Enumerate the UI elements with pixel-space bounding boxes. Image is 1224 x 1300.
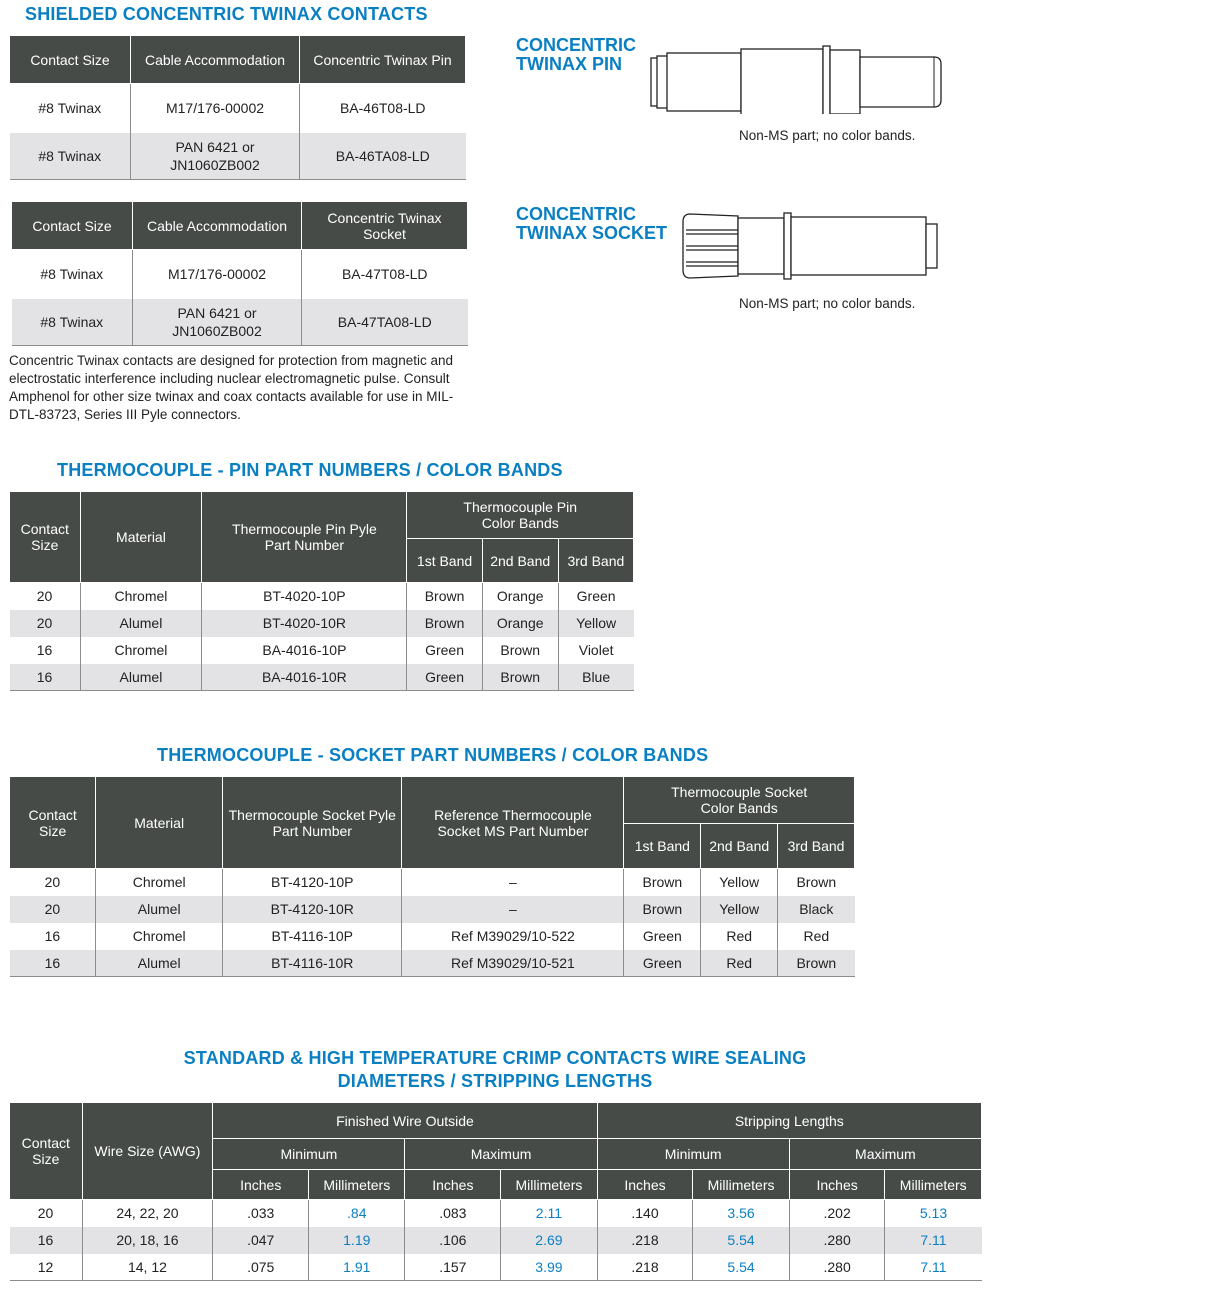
table-row bbox=[10, 637, 634, 664]
cell: Black bbox=[778, 896, 855, 923]
cell: 16 bbox=[36, 642, 53, 658]
twinax-pin-caption: Non-MS part; no color bands. bbox=[739, 128, 916, 143]
cell: BA-46T08-LD bbox=[300, 84, 466, 133]
cell: #8 Twinax bbox=[38, 100, 102, 117]
header-part-number: Thermocouple Pin Pyle Part Number bbox=[202, 492, 407, 583]
cell: Brown bbox=[407, 610, 482, 637]
cell: .280 bbox=[789, 1254, 885, 1281]
header-contact-size: Contact Size bbox=[12, 202, 133, 250]
cell: Alumel bbox=[96, 896, 223, 923]
cell: 16 bbox=[10, 664, 81, 691]
cell: BA-47TA08-LD bbox=[302, 299, 468, 346]
cell: BT-4120-10P bbox=[223, 869, 402, 896]
table-row bbox=[10, 583, 634, 610]
tc-pin-table bbox=[9, 491, 634, 691]
table-row bbox=[10, 133, 466, 180]
header-finished-wire-outside: Finished Wire Outside bbox=[213, 1103, 597, 1139]
cell: BA-47T08-LD bbox=[302, 250, 468, 299]
twinax-pin-label: CONCENTRIC TWINAX PIN bbox=[516, 35, 636, 74]
cell: Alumel bbox=[96, 950, 223, 977]
header-band-2: 2nd Band bbox=[701, 824, 778, 869]
twinax-title: SHIELDED CONCENTRIC TWINAX CONTACTS bbox=[25, 4, 428, 24]
header-cable-accommodation: Cable Accommodation bbox=[133, 202, 302, 250]
cell: BA-46TA08-LD bbox=[300, 133, 466, 180]
cell: 7.11 bbox=[885, 1227, 982, 1254]
cell: Chromel bbox=[80, 637, 202, 664]
cell: .218 bbox=[597, 1254, 693, 1281]
cell: 20 bbox=[36, 588, 53, 605]
header-cable-accommodation: Cable Accommodation bbox=[131, 36, 300, 84]
header-contact-size: Contact Size bbox=[10, 777, 96, 869]
header-minimum: Minimum bbox=[213, 1139, 405, 1170]
cell: .083 bbox=[405, 1200, 501, 1227]
cell: .075 bbox=[213, 1254, 309, 1281]
cell: #8 Twinax bbox=[40, 266, 104, 283]
cell: PAN 6421 or JN1060ZB002 bbox=[133, 299, 302, 346]
cell: BT-4120-10R bbox=[223, 896, 402, 923]
cell: Alumel bbox=[80, 664, 202, 691]
cell: 1.91 bbox=[309, 1254, 405, 1281]
header-maximum: Maximum bbox=[789, 1139, 981, 1170]
cell: Yellow bbox=[701, 896, 778, 923]
header-material: Material bbox=[96, 777, 223, 869]
cell: .84 bbox=[309, 1200, 405, 1227]
tc-socket-table bbox=[9, 776, 855, 977]
cell: Red bbox=[701, 923, 778, 950]
table-row bbox=[10, 950, 855, 977]
cell: Alumel bbox=[80, 610, 202, 637]
cell: 5.13 bbox=[885, 1200, 982, 1227]
cell: BT-4020-10P bbox=[202, 583, 407, 610]
header-band-1: 1st Band bbox=[407, 539, 482, 583]
cell: Green bbox=[624, 923, 701, 950]
cell: #8 Twinax bbox=[12, 299, 133, 346]
header-contact-size: Contact Size bbox=[10, 1103, 83, 1200]
header-inches: Inches bbox=[597, 1170, 693, 1200]
header-material: Material bbox=[80, 492, 202, 583]
cell: 2.11 bbox=[501, 1200, 597, 1227]
cell: Yellow bbox=[558, 610, 633, 637]
cell: Brown bbox=[482, 637, 558, 664]
crimp-title: STANDARD & HIGH TEMPERATURE CRIMP CONTACTS WIRE SEALING DIAMETERS / STRIPPING LENGTHS bbox=[183, 1048, 807, 1091]
table-row bbox=[10, 1254, 982, 1281]
table-row bbox=[10, 84, 466, 133]
cell: Ref M39029/10-522 bbox=[402, 923, 624, 950]
header-inches: Inches bbox=[405, 1170, 501, 1200]
cell: 20, 18, 16 bbox=[82, 1227, 213, 1254]
cell: Brown bbox=[778, 869, 855, 896]
header-millimeters: Millimeters bbox=[885, 1170, 982, 1200]
cell: M17/176-00002 bbox=[133, 250, 302, 299]
cell: 20 bbox=[44, 874, 61, 891]
header-band-3: 3rd Band bbox=[778, 824, 855, 869]
cell: 2.69 bbox=[501, 1227, 597, 1254]
twinax-socket-table bbox=[11, 201, 468, 346]
cell: Chromel bbox=[80, 583, 202, 610]
header-millimeters: Millimeters bbox=[693, 1170, 789, 1200]
cell: PAN 6421 or JN1060ZB002 bbox=[131, 133, 300, 180]
twinax-socket-caption: Non-MS part; no color bands. bbox=[739, 296, 916, 311]
cell: Orange bbox=[482, 610, 558, 637]
header-band-2: 2nd Band bbox=[482, 539, 558, 583]
header-band-1: 1st Band bbox=[624, 824, 701, 869]
cell: – bbox=[402, 869, 624, 896]
header-band-3: 3rd Band bbox=[558, 539, 633, 583]
cell: .140 bbox=[597, 1200, 693, 1227]
cell: .033 bbox=[213, 1200, 309, 1227]
cell: .106 bbox=[405, 1227, 501, 1254]
cell: Violet bbox=[558, 637, 633, 664]
header-inches: Inches bbox=[213, 1170, 309, 1200]
table-row bbox=[10, 1200, 982, 1227]
cell: Green bbox=[407, 664, 482, 691]
header-twinax-pin: Concentric Twinax Pin bbox=[300, 36, 466, 84]
header-minimum: Minimum bbox=[597, 1139, 789, 1170]
cell: .157 bbox=[405, 1254, 501, 1281]
cell: 3.56 bbox=[693, 1200, 789, 1227]
table-row bbox=[10, 869, 855, 896]
cell: Green bbox=[624, 950, 701, 977]
header-millimeters: Millimeters bbox=[501, 1170, 597, 1200]
cell: .218 bbox=[597, 1227, 693, 1254]
cell: BT-4020-10R bbox=[202, 610, 407, 637]
cell: BA-4016-10P bbox=[202, 637, 407, 664]
cell: Red bbox=[778, 923, 855, 950]
cell: Red bbox=[701, 950, 778, 977]
cell: 16 bbox=[44, 928, 61, 944]
cell: 5.54 bbox=[693, 1254, 789, 1281]
header-stripping-lengths: Stripping Lengths bbox=[597, 1103, 981, 1139]
cell: #8 Twinax bbox=[10, 133, 131, 180]
header-twinax-socket: Concentric Twinax Socket bbox=[302, 202, 468, 250]
cell: 12 bbox=[10, 1254, 83, 1281]
cell: 24, 22, 20 bbox=[82, 1200, 213, 1227]
cell: 16 bbox=[10, 950, 96, 977]
cell: Chromel bbox=[96, 923, 223, 950]
table-row bbox=[10, 610, 634, 637]
cell: – bbox=[402, 896, 624, 923]
cell: 14, 12 bbox=[82, 1254, 213, 1281]
twinax-socket-label: CONCENTRIC TWINAX SOCKET bbox=[516, 204, 667, 243]
cell: Brown bbox=[482, 664, 558, 691]
header-ms-reference: Reference Thermocouple Socket MS Part Number bbox=[402, 777, 624, 869]
cell: 20 bbox=[10, 610, 81, 637]
cell: 7.11 bbox=[885, 1254, 982, 1281]
cell: M17/176-00002 bbox=[131, 84, 300, 133]
cell: Chromel bbox=[96, 869, 223, 896]
cell: Brown bbox=[778, 950, 855, 977]
cell: 20 bbox=[37, 1205, 54, 1222]
header-wire-size: Wire Size (AWG) bbox=[82, 1103, 213, 1200]
cell: 16 bbox=[10, 1227, 83, 1254]
header-contact-size: Contact Size bbox=[10, 36, 131, 84]
twinax-socket-drawing bbox=[680, 210, 942, 282]
cell: Brown bbox=[624, 869, 701, 896]
cell: 1.19 bbox=[309, 1227, 405, 1254]
header-color-bands: Thermocouple Pin Color Bands bbox=[407, 492, 634, 539]
tc-pin-title: THERMOCOUPLE - PIN PART NUMBERS / COLOR BANDS bbox=[57, 460, 563, 480]
cell: BT-4116-10R bbox=[223, 950, 402, 977]
cell: BA-4016-10R bbox=[202, 664, 407, 691]
table-row bbox=[10, 896, 855, 923]
twinax-note: Concentric Twinax contacts are designed for protection from magnetic and electrostatic interference including nuclear electromagnetic pulse. Consult Amphenol for other size twinax and coax contacts available for use in MIL-DTL-83723, Series III Pyle connectors. bbox=[9, 353, 454, 422]
twinax-pin-table bbox=[9, 35, 466, 180]
cell: Brown bbox=[624, 896, 701, 923]
cell: Yellow bbox=[701, 869, 778, 896]
table-row bbox=[12, 299, 468, 346]
header-part-number: Thermocouple Socket Pyle Part Number bbox=[223, 777, 402, 869]
cell: Orange bbox=[482, 583, 558, 610]
cell: Brown bbox=[407, 583, 482, 610]
table-row bbox=[12, 250, 468, 299]
cell: 3.99 bbox=[501, 1254, 597, 1281]
twinax-pin-drawing bbox=[648, 44, 944, 114]
cell: .280 bbox=[789, 1227, 885, 1254]
table-row bbox=[10, 923, 855, 950]
crimp-table bbox=[9, 1102, 982, 1281]
cell: .202 bbox=[789, 1200, 885, 1227]
table-row bbox=[10, 1227, 982, 1254]
cell: Blue bbox=[558, 664, 633, 691]
cell: .047 bbox=[213, 1227, 309, 1254]
cell: Green bbox=[407, 637, 482, 664]
tc-socket-title: THERMOCOUPLE - SOCKET PART NUMBERS / COLOR BANDS bbox=[157, 745, 709, 765]
header-contact-size: Contact Size bbox=[10, 492, 81, 583]
cell: Ref M39029/10-521 bbox=[402, 950, 624, 977]
header-maximum: Maximum bbox=[405, 1139, 597, 1170]
header-color-bands: Thermocouple Socket Color Bands bbox=[624, 777, 855, 824]
header-millimeters: Millimeters bbox=[309, 1170, 405, 1200]
cell: BT-4116-10P bbox=[223, 923, 402, 950]
cell: 20 bbox=[10, 896, 96, 923]
cell: Green bbox=[558, 583, 633, 610]
cell: 5.54 bbox=[693, 1227, 789, 1254]
table-row bbox=[10, 664, 634, 691]
header-inches: Inches bbox=[789, 1170, 885, 1200]
